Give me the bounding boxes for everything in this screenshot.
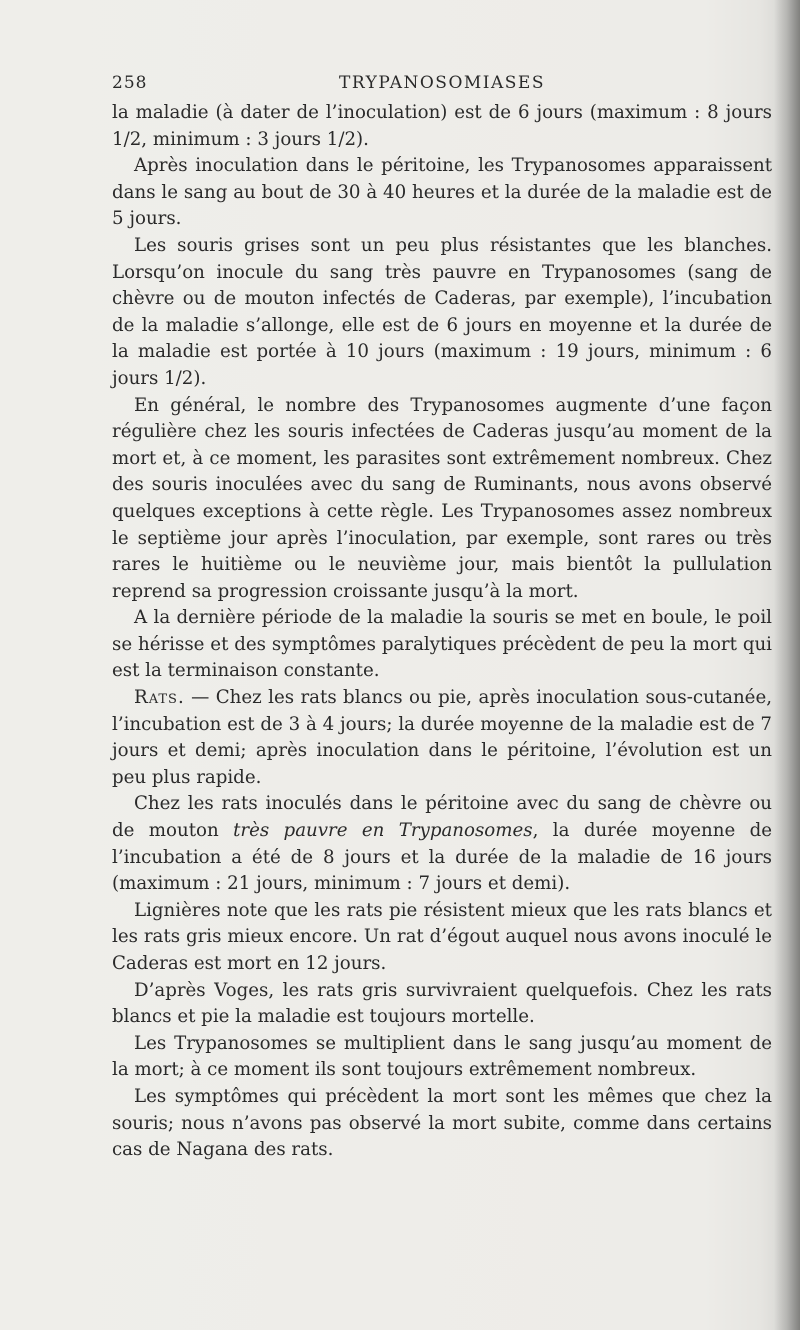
paragraph-continuation: la maladie (à dater de l’inoculation) est de 6 jours (maximum : 8 jours 1/2, minimum : 3 jours 1/2). — [112, 102, 772, 150]
page-gutter-shadow — [774, 0, 800, 1330]
page-number: 258 — [112, 73, 148, 93]
paragraph-grey-mice: Les souris grises sont un peu plus résistantes que les blanches. Lorsqu’on inocule du sang très pauvre en Trypanosomes (sang de chèvre ou de mouton infectés de Caderas, par exemple), l’incubation de la maladie s’allonge, elle est de 6 jours en moyenne et la durée de la maladie est portée à 10 jours (maximum : 19 jours, minimum : 6 jours 1/2). — [112, 234, 772, 389]
paragraph-voges: D’après Voges, les rats gris survivraient quelquefois. Chez les rats blancs et pie la maladie est toujours mortelle. — [112, 979, 772, 1028]
paragraph-final-period: A la dernière période de la maladie la souris se met en boule, le poil se hérisse et des symptômes paralytiques précèdent de peu la mort qui est la terminaison constante. — [112, 607, 772, 682]
paragraph-multiplication: Les Trypanosomes se multiplient dans le sang jusqu’au moment de la mort; à ce moment ils sont toujours extrêmement nombreux. — [112, 1032, 772, 1081]
body-text — [112, 100, 772, 1164]
paragraph-rats — [112, 685, 772, 791]
section-heading-rats: Rats. — [134, 687, 185, 709]
paragraph-symptoms: Les symptômes qui précèdent la mort sont les mêmes que chez la souris; nous n’avons pas observé la mort subite, comme dans certains cas de Nagana des rats. — [112, 1085, 772, 1161]
paragraph-general-progression: En général, le nombre des Trypanosomes augmente d’une façon régulière chez les souris infectées de Caderas jusqu’au moment de la mort et, à ce moment, les parasites sont extrêmement nombreux. Chez des souris inoculées avec du sang de Ruminants, nous avons observé quelques exceptions à cette règle. Les Trypanosomes assez nombreux le septième jour après l’inoculation, par exemple, sont rares ou très rares le huitième ou le neuvième jour, mais bientôt la pullulation reprend sa progression croissante jusqu’à la mort. — [112, 394, 772, 602]
page-header — [112, 73, 772, 101]
incubation-text-after: , la durée moyenne de l’incubation a été de 8 jours et la durée de la maladie de 16 jours (maximum : 21 jours, minimum : 7 jours et demi). — [112, 820, 772, 895]
incubation-italic-emphasis: très pauvre en Trypanosomes — [233, 820, 533, 842]
paragraph-lignieres: Lignières note que les rats pie résistent mieux que les rats blancs et les rats gris mieux encore. Un rat d’égout auquel nous avons inoculé le Caderas est mort en 12 jours. — [112, 899, 772, 974]
running-head: TRYPANOSOMIASES — [339, 73, 545, 93]
rats-text: — Chez les rats blancs ou pie, après inoculation sous-cutanée, l’incubation est de 3 à 4 jours; la durée moyenne de la maladie est de 7 jours et demi; après inoculation dans le péritoine, l’évolution est un peu plus rapide. — [112, 687, 772, 788]
paragraph-peritoneal-inoculation: Après inoculation dans le péritoine, les Trypanosomes apparaissent dans le sang au bout de 30 à 40 heures et la durée de la maladie est de 5 jours. — [112, 155, 772, 230]
incubation-text-before: Chez les rats inoculés dans le péritoine avec du sang de chèvre ou de mouton — [112, 793, 772, 842]
paragraph-rats-incubation — [112, 791, 772, 897]
